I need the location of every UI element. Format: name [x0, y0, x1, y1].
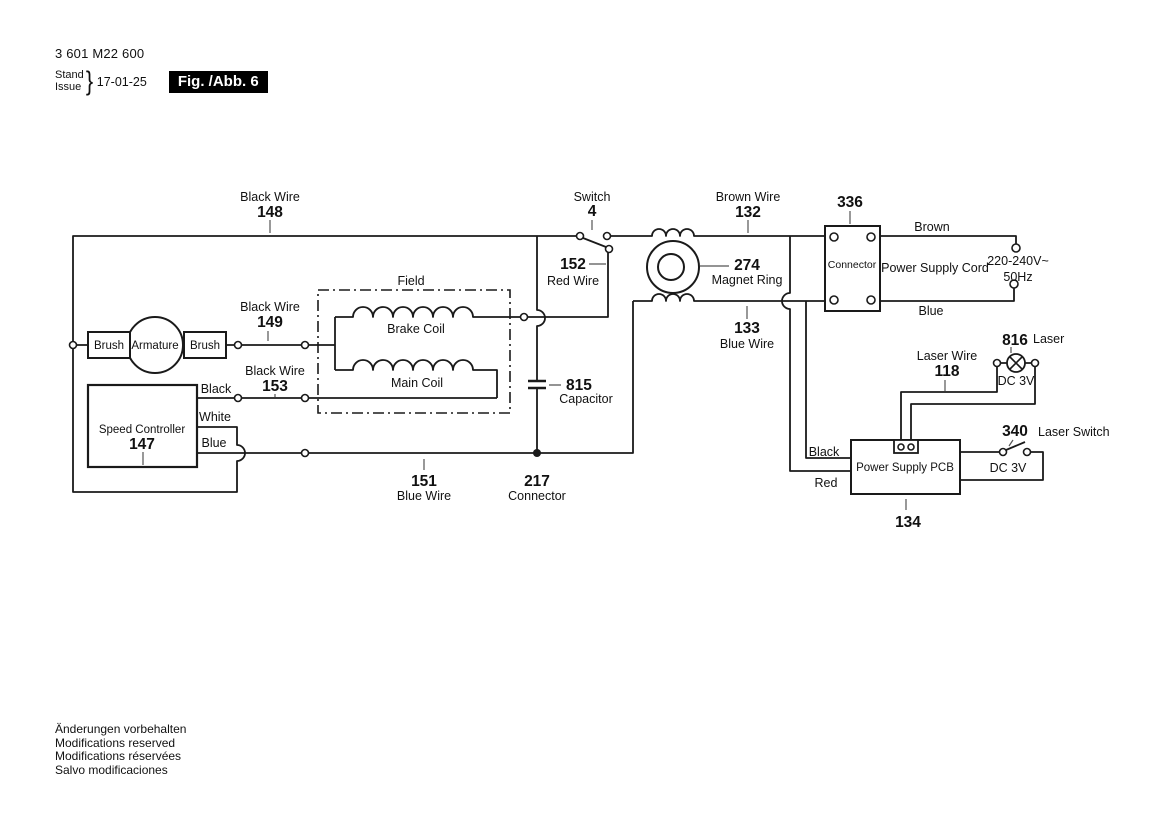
junction-217 [533, 449, 541, 457]
wire-133-label: Blue Wire [719, 337, 775, 351]
pcb-black-label: Black [808, 445, 840, 459]
cord-blue-label: Blue [918, 304, 944, 318]
wire-133-ref: 133 [734, 320, 760, 337]
brush-right-label: Brush [189, 340, 221, 352]
notice-es: Salvo modificaciones [55, 762, 168, 777]
terminal [235, 342, 242, 349]
connector-336-pin [867, 233, 875, 241]
main-coil-label: Main Coil [390, 376, 444, 390]
switch-terminal [606, 246, 613, 253]
laser-ref: 816 [1002, 332, 1028, 349]
capacitor-ref: 815 [566, 377, 592, 394]
issue-date: 17-01-25 [96, 74, 147, 89]
terminal [302, 342, 309, 349]
magnet-ring-inner [658, 254, 684, 280]
wire-153-label: Black Wire [245, 364, 305, 378]
magnet-ring-label: Magnet Ring [711, 273, 783, 287]
switch-label: Switch [573, 190, 611, 204]
stand-label: Stand [55, 69, 84, 81]
laser-switch-blade [1006, 442, 1025, 450]
speed-controller-ref: 147 [129, 436, 155, 453]
pcb-connector-pin [908, 444, 914, 450]
notice-fr: Modifications réservées [55, 749, 182, 764]
wire-118-ref: 118 [934, 363, 960, 380]
connector-336-pin [867, 296, 875, 304]
cord-voltage: 220-240V~ [987, 254, 1049, 268]
connector-217-ref: 217 [524, 473, 550, 490]
wire-152-ref: 152 [560, 256, 586, 273]
terminal [302, 450, 309, 457]
pcb-label: Power Supply PCB [856, 462, 954, 474]
laser-rating: DC 3V [997, 374, 1035, 388]
armature-label: Armature [131, 340, 179, 352]
magnet-ring-ref: 274 [734, 257, 760, 274]
brake-coil-label: Brake Coil [387, 322, 445, 336]
brush-left-label: Brush [93, 340, 125, 352]
cord-label: Power Supply Cord [881, 261, 989, 275]
terminal [235, 395, 242, 402]
speed-controller-label: Speed Controller [98, 424, 186, 436]
notice-de: Änderungen vorbehalten [55, 722, 187, 736]
wire-153-ref: 153 [262, 378, 288, 395]
brake-coil-winding [335, 307, 520, 317]
switch-ref: 4 [587, 203, 597, 220]
laser-switch-label: Laser Switch [1038, 425, 1110, 439]
wire-132-label: Brown Wire [715, 190, 781, 204]
part-number: 3 601 M22 600 [55, 46, 145, 61]
wire-132-ref: 132 [735, 204, 761, 221]
terminal [70, 342, 77, 349]
wire-118-label: Laser Wire [916, 349, 978, 363]
field-dashed-box [318, 290, 510, 413]
cord-brown-label: Brown [914, 220, 950, 234]
sc-white-label: White [199, 410, 231, 424]
capacitor-label: Capacitor [559, 392, 613, 406]
connector-336-ref: 336 [837, 194, 863, 211]
wire-148-label: Black Wire [240, 190, 300, 204]
capacitor-plates [528, 381, 546, 388]
laser-switch-rating: DC 3V [989, 461, 1027, 475]
pcb-red-label: Red [814, 476, 838, 490]
laser-switch-terminal [1000, 449, 1007, 456]
footer-notices [55, 723, 186, 777]
switch-terminal [577, 233, 584, 240]
lamp-terminal [994, 360, 1001, 367]
connector-336-pin [830, 296, 838, 304]
wire-132-top-with-coil [611, 229, 825, 236]
sc-black-label: Black [200, 382, 232, 396]
connector-336-pin [830, 233, 838, 241]
cord-frequency: 50Hz [1003, 270, 1033, 284]
laser-switch-terminal [1024, 449, 1031, 456]
pcb-ref: 134 [895, 514, 921, 531]
connector-336-label: Connector [827, 259, 877, 271]
capacitor-branch [537, 236, 545, 453]
cord-terminal [1012, 244, 1020, 252]
wire-151-label: Blue Wire [396, 489, 452, 503]
figure-label-badge: Fig. /Abb. 6 [169, 71, 268, 93]
terminal [302, 395, 309, 402]
switch-blade [583, 238, 606, 247]
issue-label: Issue [55, 80, 82, 93]
connector-217-label: Connector [508, 489, 566, 503]
lamp-terminal [1032, 360, 1039, 367]
wire-151-ref: 151 [411, 473, 437, 490]
pcb-black-drop [806, 301, 851, 458]
wire-148-ref: 148 [257, 204, 283, 221]
wire-152-label: Red Wire [546, 274, 600, 288]
cord-blue-run [880, 288, 1014, 301]
brace-glyph: } [85, 66, 93, 96]
laser-label: Laser [1033, 332, 1065, 346]
sc-blue-label: Blue [201, 436, 227, 450]
wire-149-ref: 149 [257, 314, 283, 331]
wire-133-bottom-with-coil [633, 294, 825, 301]
laser-switch-ref: 340 [1002, 423, 1028, 440]
field-label: Field [397, 274, 425, 288]
wire-149-label: Black Wire [240, 300, 300, 314]
pcb-connector-pin [898, 444, 904, 450]
switch-terminal [604, 233, 611, 240]
terminal [521, 314, 528, 321]
cord-brown-run [880, 236, 1016, 244]
notice-en: Modifications reserved [55, 735, 176, 750]
